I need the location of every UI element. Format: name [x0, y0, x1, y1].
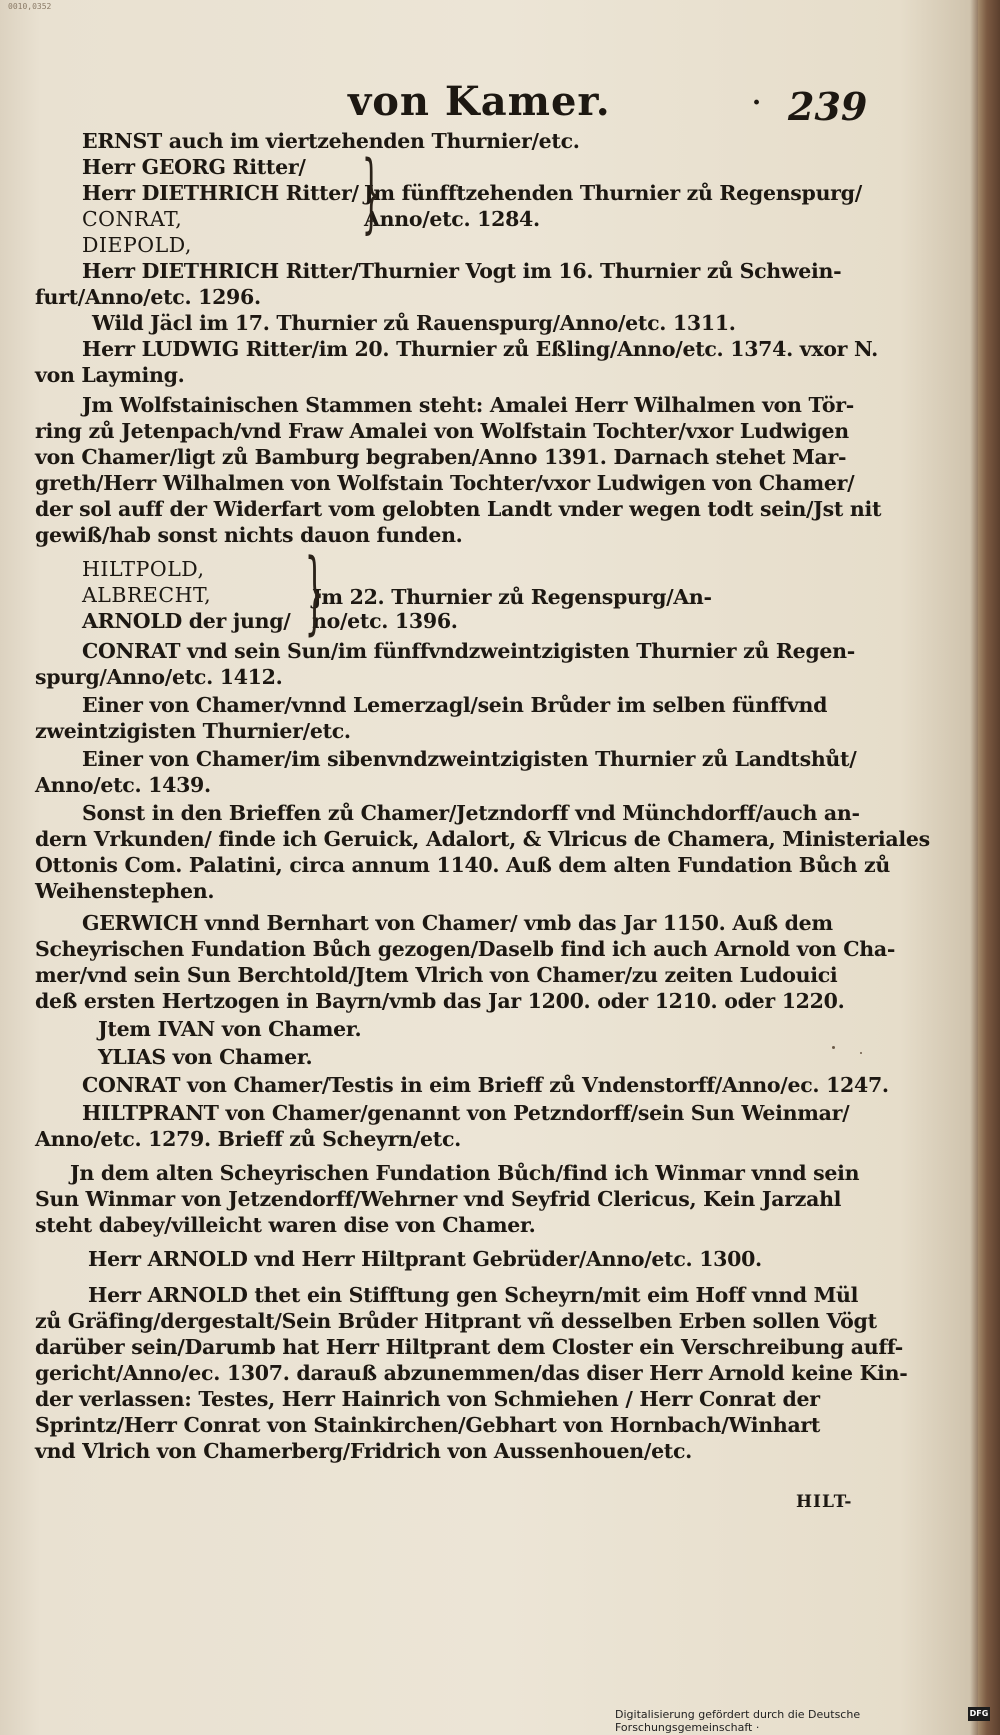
text-line: Herr DIETHRICH Ritter/Thurnier Vogt im 16. Thurnier zů Schwein- [82, 259, 842, 283]
text-line: Einer von Chamer/vnnd Lemerzagl/sein Brůder im selben fünffvnd [82, 693, 828, 717]
text-line: ALBRECHT, [82, 583, 212, 607]
paper-speck [860, 1052, 862, 1054]
text-line: mer/vnd sein Sun Berchtold/Jtem Vlrich von Chamer/zu zeiten Ludouici [35, 963, 838, 987]
text-line: zů Gräfing/dergestalt/Sein Brůder Hitprant vñ desselben Erben sollen Vögt [35, 1309, 877, 1333]
brace-bracket: } [304, 540, 325, 645]
text-line: Anno/etc. 1439. [35, 773, 211, 797]
archive-mark: 0010,0352 [8, 2, 52, 11]
text-line: Jm Wolfstainischen Stammen steht: Amalei Herr Wilhalmen von Tör- [82, 393, 854, 417]
text-line: deß ersten Hertzogen in Bayrn/vmb das Jar 1200. oder 1210. oder 1220. [35, 989, 845, 1013]
text-line: Sun Winmar von Jetzendorff/Wehrner vnd Seyfrid Clericus, Kein Jarzahl [35, 1187, 842, 1211]
text-line: DIEPOLD, [82, 233, 192, 257]
running-head: von Kamer. [348, 78, 611, 125]
text-line: HILTPRANT von Chamer/genannt von Petzndorff/sein Sun Weinmar/ [82, 1101, 850, 1125]
text-line: Jm 22. Thurnier zů Regenspurg/An- [312, 585, 712, 609]
text-line: Anno/etc. 1279. Brieff zů Scheyrn/etc. [35, 1127, 461, 1151]
text-line: von Chamer/ligt zů Bamburg begraben/Anno 1391. Darnach stehet Mar- [35, 445, 847, 469]
text-line: der sol auff der Widerfart vom gelobten Landt vnder wegen todt sein/Jst nit [35, 497, 882, 521]
text-line: CONRAT vnd sein Sun/im fünffvndzweintzigisten Thurnier zů Regen- [82, 639, 855, 663]
text-line: no/etc. 1396. [312, 609, 458, 633]
text-line: Anno/etc. 1284. [364, 207, 540, 231]
dfg-logo: DFG [968, 1707, 990, 1721]
text-line: GERWICH vnnd Bernhart von Chamer/ vmb das Jar 1150. Auß dem [82, 911, 833, 935]
text-line: Wild Jäcl im 17. Thurnier zů Rauenspurg/Anno/etc. 1311. [92, 311, 736, 335]
text-line: Jn dem alten Scheyrischen Fundation Bůch/find ich Winmar vnnd sein [70, 1161, 860, 1185]
text-line: Herr DIETHRICH Ritter/ [82, 181, 359, 205]
text-line: ring zů Jetenpach/vnd Fraw Amalei von Wolfstain Tochter/vxor Ludwigen [35, 419, 849, 443]
text-line: steht dabey/villeicht waren dise von Chamer. [35, 1213, 536, 1237]
text-line: gewiß/hab sonst nichts dauon funden. [35, 523, 463, 547]
text-line: Weihenstephen. [35, 879, 215, 903]
paper-speck [832, 1046, 835, 1049]
text-line: Herr ARNOLD vnd Herr Hiltprant Gebrüder/Anno/etc. 1300. [88, 1247, 762, 1271]
text-line: greth/Herr Wilhalmen von Wolfstain Tochter/vxor Ludwigen von Chamer/ [35, 471, 855, 495]
text-line: CONRAT von Chamer/Testis in eim Brieff zů Vndenstorff/Anno/ec. 1247. [82, 1073, 889, 1097]
text-line: YLIAS von Chamer. [98, 1045, 313, 1069]
text-line: gericht/Anno/ec. 1307. darauß abzunemmen/das diser Herr Arnold keine Kin- [35, 1361, 908, 1385]
text-line: Einer von Chamer/im sibenvndzweintzigisten Thurnier zů Landtshůt/ [82, 747, 857, 771]
text-line: Jm fünfftzehenden Thurnier zů Regenspurg/ [364, 181, 862, 205]
digitization-credit: Digitalisierung gefördert durch die Deutsche Forschungsgemeinschaft · [615, 1708, 861, 1734]
text-line: der verlassen: Testes, Herr Hainrich von Schmiehen / Herr Conrat der [35, 1387, 820, 1411]
text-line: CONRAT, [82, 207, 183, 231]
text-line: darüber sein/Darumb hat Herr Hiltprant dem Closter ein Verschreibung auff- [35, 1335, 903, 1359]
text-line: vnd Vlrich von Chamerberg/Fridrich von Aussenhouen/etc. [35, 1439, 692, 1463]
book-page-edge [978, 0, 1000, 1735]
text-line: Sprintz/Herr Conrat von Stainkirchen/Gebhart von Hornbach/Winhart [35, 1413, 821, 1437]
text-line: dern Vrkunden/ finde ich Geruick, Adalort, & Vlricus de Chamera, Ministeriales [35, 827, 930, 851]
running-head-dot: · [752, 88, 762, 118]
text-line: furt/Anno/etc. 1296. [35, 285, 261, 309]
text-line: Herr ARNOLD thet ein Stifftung gen Scheyrn/mit eim Hoff vnnd Mül [88, 1283, 859, 1307]
text-line: HILTPOLD, [82, 557, 205, 581]
text-line: Herr GEORG Ritter/ [82, 155, 306, 179]
text-line: von Layming. [35, 363, 185, 387]
text-line: Ottonis Com. Palatini, circa annum 1140. Auß dem alten Fundation Bůch zů [35, 853, 891, 877]
text-line: Scheyrischen Fundation Bůch gezogen/Daselb find ich auch Arnold von Cha- [35, 937, 896, 961]
brace-bracket: } [361, 143, 381, 243]
text-line: ERNST auch im viertzehenden Thurnier/etc. [82, 129, 580, 153]
page-number: 239 [788, 84, 868, 129]
text-line: zweintzigisten Thurnier/etc. [35, 719, 351, 743]
text-line: Sonst in den Brieffen zů Chamer/Jetzndorff vnd Münchdorff/auch an- [82, 801, 860, 825]
text-line: spurg/Anno/etc. 1412. [35, 665, 283, 689]
text-line: Herr LUDWIG Ritter/im 20. Thurnier zů Eßling/Anno/etc. 1374. vxor N. [82, 337, 878, 361]
text-line: Jtem IVAN von Chamer. [98, 1017, 362, 1041]
catchword: HILT- [796, 1492, 853, 1512]
text-line: ARNOLD der jung/ [82, 609, 291, 633]
